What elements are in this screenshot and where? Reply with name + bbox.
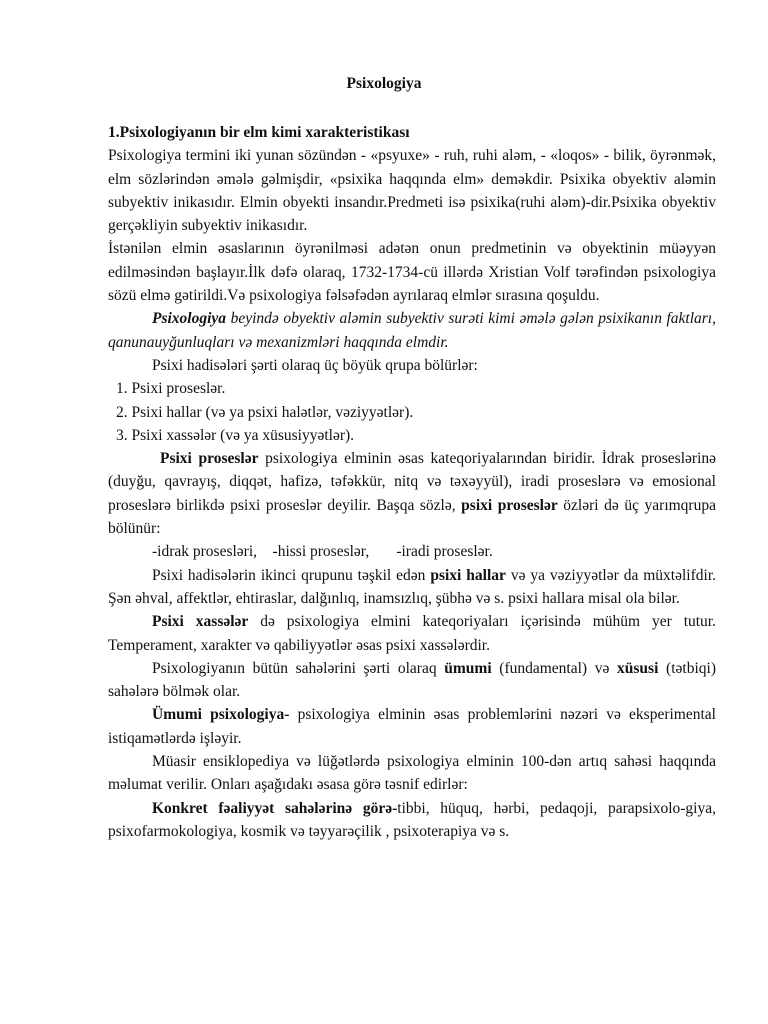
paragraph-psychic-processes xyxy=(108,447,716,540)
paragraph-general-psychology xyxy=(108,703,716,750)
paragraph-activity-areas xyxy=(108,797,716,844)
bold-term: psixi proseslər xyxy=(461,496,558,514)
bold-term: Ümumi psixologiya- xyxy=(152,706,290,724)
paragraph-text: psixologiya elminin əsas kateqoriyalarından biridir. İdrak proseslərinə (duyğu, qavrayış, diqqət, hafizə, təfəkkür, nitq və təxəyyül), iradi proseslərə və emosional proseslərə birlikdə psixi proseslər deyilir. Başqa sözlə, xyxy=(108,450,717,514)
bold-term: Psixi proseslər xyxy=(160,450,259,468)
paragraph-encyclopedia: Müasir ensiklopediya və lüğətlərdə psixologiya elminin 100-dən artıq sahəsi haqqında məlumat verilir. Onları aşağıdakı əsasa görə təsnif edirlər: xyxy=(108,753,716,794)
paragraph-history: İstənilən elmin əsaslarının öyrənilməsi adətən onun predmetinin və obyektinin müəyyən edilməsindən başlayır.İlk dəfə olaraq, 1732-1734-cü illərdə Xristian Volf tərəfindən psixologiya sözü elmə gətirildi.Və psixologiya fəlsəfədən ayrılaraq elmlər sırasına qoşuldu. xyxy=(108,240,716,305)
definition-term: Psixologiya xyxy=(152,310,227,328)
document-body xyxy=(108,121,716,843)
definition-text: beyində obyektiv aləmin subyektiv surəti kimi əmələ gələn psixikanın faktları, qanunauyğunluqları və mexanizmləri haqqında elmdir. xyxy=(108,310,716,351)
bold-term: Konkret fəaliyyət sahələrinə görə- xyxy=(152,799,398,817)
psychic-groups-list xyxy=(108,377,716,447)
paragraph-text: (tətbiqi) sahələrə bölmək olar. xyxy=(108,659,716,701)
paragraph-term-origin: Psixologiya termini iki yunan sözündən - «psyuxe» - ruh, ruhi aləm, - «loqos» - bilik, öyrənmək, elm sözlərindən əmələ gəlmişdir, «psixika haqqında elm» deməkdir. Psixika obyektiv aləmin subyektiv inikasıdır. Elmin obyekti insandır.Predmeti isə psixika(ruhi aləm)-dir.Psixika obyektiv gerçəkliyin subyektiv inikasıdır. xyxy=(108,147,716,235)
paragraph-text: də psixologiya elmini kateqoriyaları içərisində mühüm yer tutur. Temperament, xarakter və qabiliyyətlər əsas psixi xassələrdir. xyxy=(108,613,716,654)
paragraph-text: psixologiya elminin əsas problemlərini nəzəri və eksperimental istiqamətlərdə işləyir. xyxy=(108,706,716,747)
paragraph-definition xyxy=(108,307,716,354)
paragraph-text: özləri də üç yarımqrupa bölünür: xyxy=(108,496,716,538)
paragraph-psychic-properties xyxy=(108,610,716,657)
list-item: 2. Psixi hallar (və ya psixi halətlər, vəziyyətlər). xyxy=(116,403,414,421)
subgroup-item: -hissi proseslər, xyxy=(272,543,370,561)
paragraph-branches xyxy=(108,657,716,704)
paragraph-text: və ya vəziyyətlər da müxtəlifdir. Şən əhval, affektlər, ehtiraslar, dalğınlıq, inamsızlıq, şübhə və s. psixi hallara misal ola bilər. xyxy=(108,566,716,607)
document-title: Psixologiya xyxy=(346,75,422,92)
bold-term: ümumi xyxy=(444,659,492,677)
paragraph-psychic-states xyxy=(108,564,716,611)
list-item: 1. Psixi proseslər. xyxy=(116,380,226,398)
subgroups-row xyxy=(108,540,716,563)
bold-term: Psixi xassələr xyxy=(152,613,249,631)
paragraph-text: (fundamental) və xyxy=(491,659,618,677)
subgroup-item: -iradi proseslər. xyxy=(396,543,493,561)
list-item: 3. Psixi xassələr (və ya xüsusiyyətlər). xyxy=(116,426,355,444)
section-heading: 1.Psixologiyanın bir elm kimi xarakteristikası xyxy=(108,124,410,141)
paragraph-text: Psixi hadisələrin ikinci qrupunu təşkil edən xyxy=(152,566,431,584)
paragraph-text: tibbi, hüquq, hərbi, pedaqoji, parapsixolo-giya, psixofarmokologiya, kosmik və təyyarəçilik , psixoterapiya və s. xyxy=(108,799,716,840)
bold-term: xüsusi xyxy=(617,659,659,677)
subgroup-item: -idrak prosesləri, xyxy=(152,543,258,561)
paragraph-text: Psixologiyanın bütün sahələrini şərti olaraq xyxy=(152,659,445,677)
bold-term: psixi hallar xyxy=(430,566,506,584)
paragraph-groups-intro: Psixi hadisələri şərti olaraq üç böyük qrupa bölürlər: xyxy=(152,356,478,374)
